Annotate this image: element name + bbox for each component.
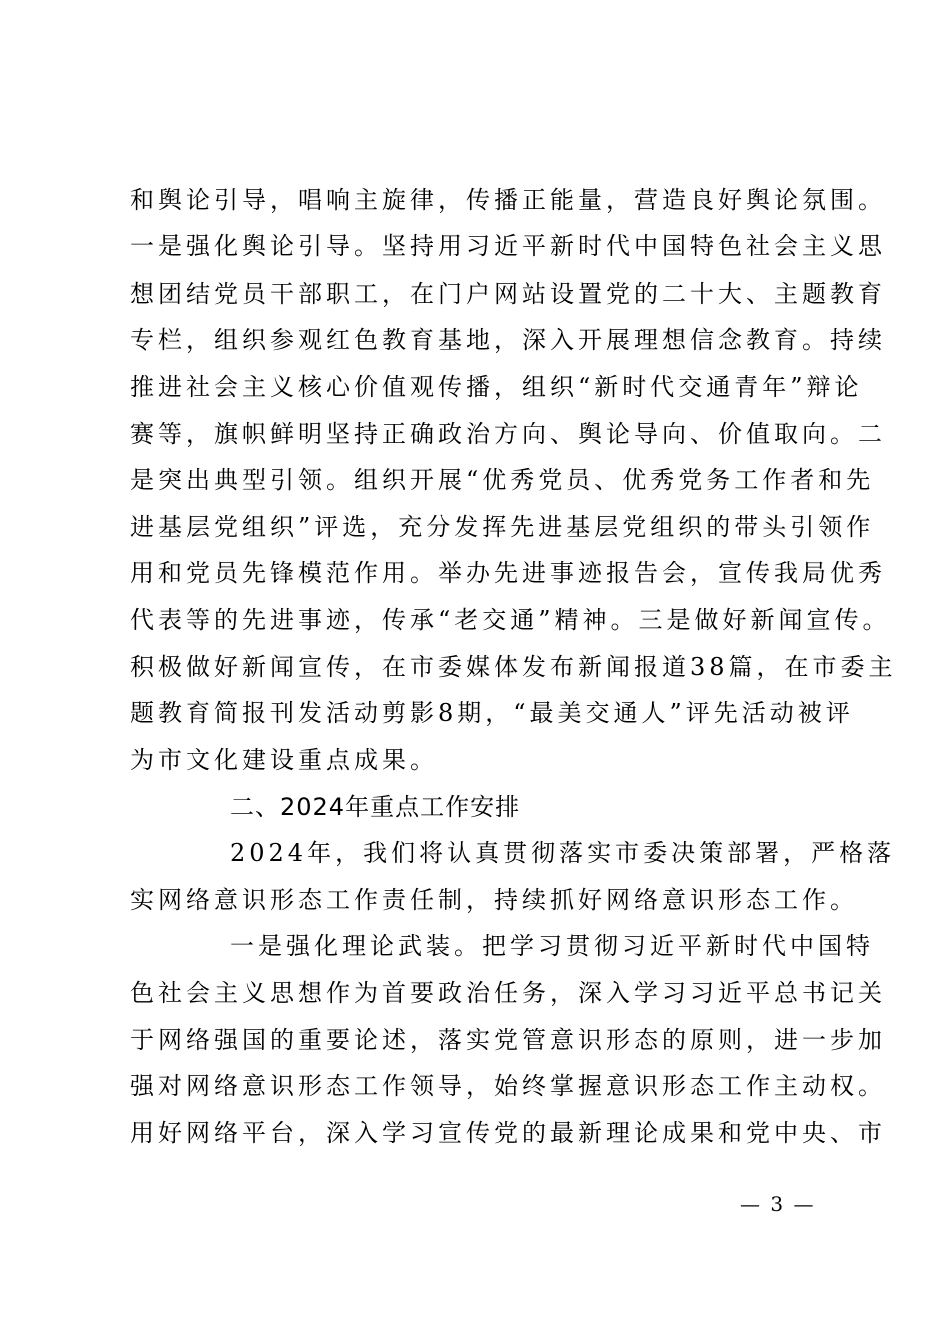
section-heading: 二、2024年重点工作安排 (230, 793, 521, 821)
body-text-line: 强对网络意识形态工作领导，始终掌握意识形态工作主动权。 (130, 1072, 886, 1100)
paragraph-2-first-line: 2024年，我们将认真贯彻落实市委决策部署，严格落 (230, 839, 896, 867)
body-text-line: 实网络意识形态工作责任制，持续抓好网络意识形态工作。 (130, 886, 858, 914)
body-text-line: 想团结党员干部职工，在门户网站设置党的二十大、主题教育 (130, 280, 886, 308)
body-text-line: 进基层党组织”评选，充分发挥先进基层党组织的带头引领作 (130, 513, 875, 541)
body-text-line: 专栏，组织参观红色教育基地，深入开展理想信念教育。持续 (130, 326, 886, 354)
body-text-line: 用好网络平台，深入学习宣传党的最新理论成果和党中央、市 (130, 1119, 886, 1147)
body-text-line: 赛等，旗帜鲜明坚持正确政治方向、舆论导向、价值取向。二 (130, 420, 886, 448)
body-text-line: 为市文化建设重点成果。 (130, 746, 438, 774)
body-text-line: 代表等的先进事迹，传承“老交通”精神。三是做好新闻宣传。 (130, 606, 891, 634)
body-text-line: 是突出典型引领。组织开展“优秀党员、优秀党务工作者和先 (130, 466, 875, 494)
page-number: — 3 — (740, 1192, 816, 1216)
body-text-line: 推进社会主义核心价值观传播，组织“新时代交通青年”辩论 (130, 373, 863, 401)
body-text-line: 题教育简报刊发活动剪影8期，“最美交通人”评先活动被评 (130, 699, 854, 727)
body-text-line: 色社会主义思想作为首要政治任务，深入学习习近平总书记关 (130, 979, 886, 1007)
body-text-line: 和舆论引导，唱响主旋律，传播正能量，营造良好舆论氛围。 (130, 186, 886, 214)
body-text-line: 于网络强国的重要论述，落实党管意识形态的原则，进一步加 (130, 1026, 886, 1054)
paragraph-3-first-line: 一是强化理论武装。把学习贯彻习近平新时代中国特 (230, 932, 874, 960)
body-text-line: 用和党员先锋模范作用。举办先进事迹报告会，宣传我局优秀 (130, 559, 886, 587)
body-text-line: 积极做好新闻宣传，在市委媒体发布新闻报道38篇，在市委主 (130, 653, 897, 681)
body-text-line: 一是强化舆论引导。坚持用习近平新时代中国特色社会主义思 (130, 232, 886, 260)
